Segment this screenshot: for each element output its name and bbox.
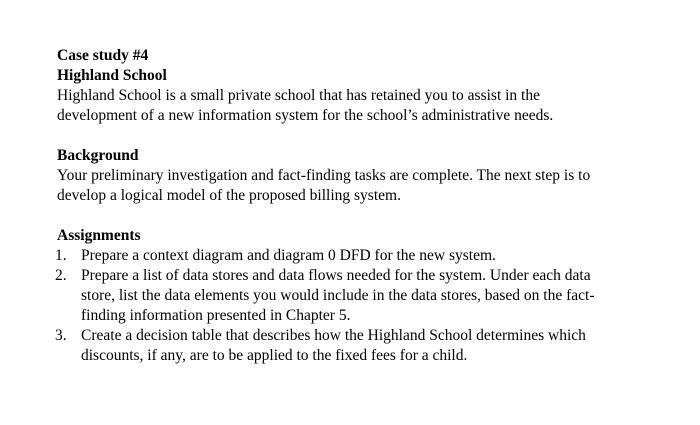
assignments-list bbox=[57, 246, 667, 366]
assignment-text-line: discounts, if any, are to be applied to the fixed fees for a child. bbox=[81, 347, 468, 364]
document-page bbox=[57, 46, 667, 366]
assignment-text-line: Prepare a list of data stores and data flows needed for the system. Under each data bbox=[81, 267, 591, 284]
section-spacer bbox=[57, 206, 667, 226]
background-line-2: develop a logical model of the proposed billing system. bbox=[57, 187, 401, 204]
assignment-item-3 bbox=[56, 326, 667, 366]
assignment-number: 3. bbox=[55, 327, 67, 344]
background-heading: Background bbox=[57, 147, 139, 164]
background-line-1: Your preliminary investigation and fact-finding tasks are complete. The next step is to bbox=[57, 167, 591, 184]
section-spacer bbox=[57, 126, 667, 146]
case-study-number: Case study #4 bbox=[57, 47, 149, 64]
assignment-text-line: Prepare a context diagram and diagram 0 DFD for the new system. bbox=[81, 247, 496, 264]
assignment-text-line: store, list the data elements you would include in the data stores, based on the fact- bbox=[81, 287, 595, 304]
assignment-number: 1. bbox=[55, 247, 67, 264]
intro-line-1: Highland School is a small private school that has retained you to assist in the bbox=[57, 87, 540, 104]
case-study-title: Highland School bbox=[57, 67, 167, 84]
assignment-item-2 bbox=[56, 266, 667, 326]
assignment-item-1 bbox=[56, 246, 667, 266]
assignments-heading: Assignments bbox=[57, 227, 141, 244]
intro-line-2: development of a new information system for the school’s administrative needs. bbox=[57, 107, 554, 124]
assignment-text-line: Create a decision table that describes how the Highland School determines which bbox=[81, 327, 586, 344]
assignment-number: 2. bbox=[55, 267, 67, 284]
assignment-text-line: finding information presented in Chapter 5. bbox=[81, 307, 351, 324]
